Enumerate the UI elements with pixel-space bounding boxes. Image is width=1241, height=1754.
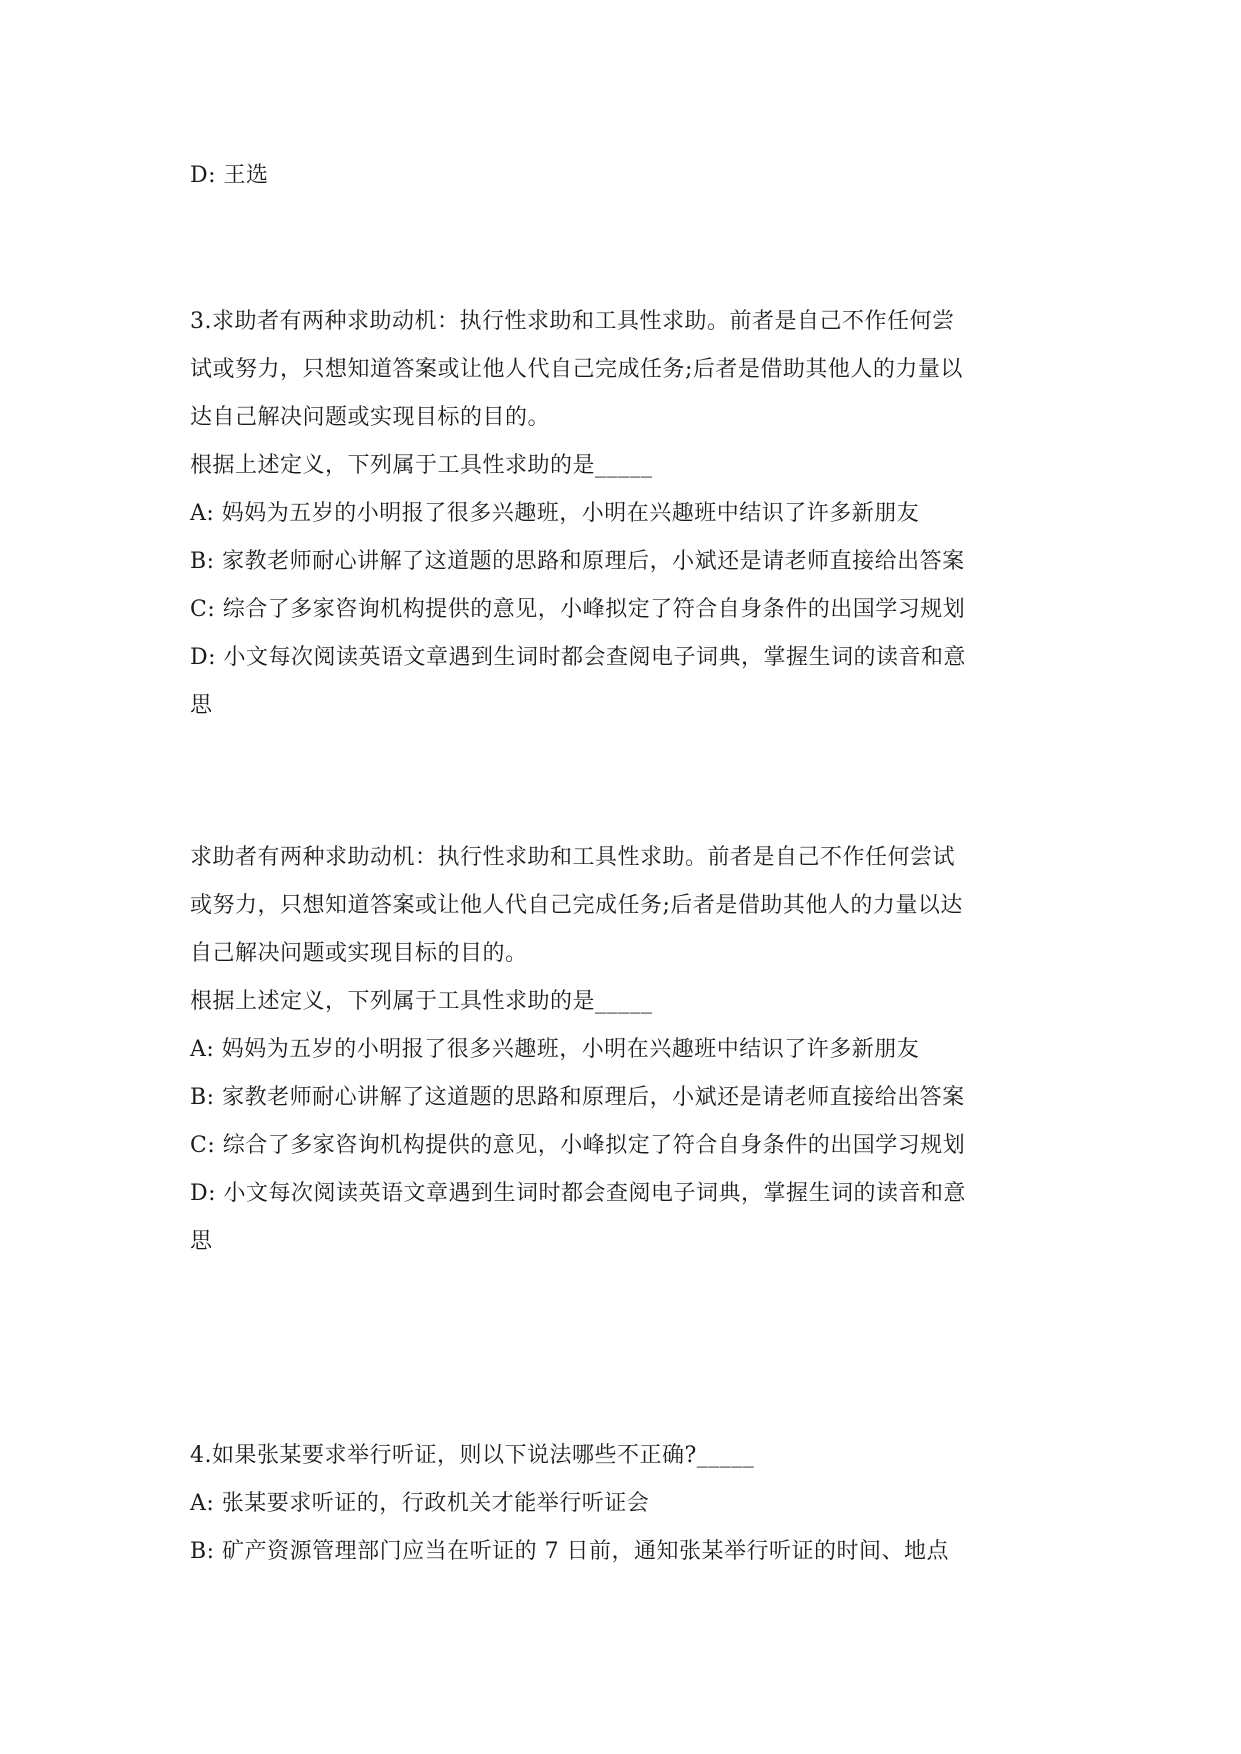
question-stem-line: 求助者有两种求助动机：执行性求助和工具性求助。前者是自己不作任何尝试 bbox=[190, 845, 956, 870]
question-3-repeat bbox=[190, 834, 1060, 1266]
option-a: A: 妈妈为五岁的小明报了很多兴趣班，小明在兴趣班中结识了许多新朋友 bbox=[190, 1037, 920, 1062]
option-d-wrap: 思 bbox=[190, 1229, 213, 1254]
question-prompt: 根据上述定义，下列属于工具性求助的是_____ bbox=[190, 989, 653, 1014]
option-b: B: 家教老师耐心讲解了这道题的思路和原理后，小斌还是请老师直接给出答案 bbox=[190, 549, 965, 574]
option-a: A: 妈妈为五岁的小明报了很多兴趣班，小明在兴趣班中结识了许多新朋友 bbox=[190, 501, 920, 526]
option-b: B: 家教老师耐心讲解了这道题的思路和原理后，小斌还是请老师直接给出答案 bbox=[190, 1085, 965, 1110]
option-c: C: 综合了多家咨询机构提供的意见，小峰拟定了符合自身条件的出国学习规划 bbox=[190, 1133, 966, 1158]
question-stem-line: 达自己解决问题或实现目标的目的。 bbox=[190, 405, 551, 430]
option-d: D: 小文每次阅读英语文章遇到生词时都会查阅电子词典，掌握生词的读音和意 bbox=[190, 1181, 967, 1206]
question-stem-line: 自己解决问题或实现目标的目的。 bbox=[190, 941, 528, 966]
question-stem-line: 试或努力，只想知道答案或让他人代自己完成任务;后者是借助其他人的力量以 bbox=[190, 357, 963, 382]
option-d: D: 小文每次阅读英语文章遇到生词时都会查阅电子词典，掌握生词的读音和意 bbox=[190, 645, 967, 670]
option-d: D: 王选 bbox=[190, 163, 269, 188]
previous-question-tail bbox=[190, 152, 1060, 200]
question-prompt: 根据上述定义，下列属于工具性求助的是_____ bbox=[190, 453, 653, 478]
question-3 bbox=[190, 298, 1060, 730]
question-stem: 4.如果张某要求举行听证，则以下说法哪些不正确?_____ bbox=[190, 1443, 755, 1468]
option-c: C: 综合了多家咨询机构提供的意见，小峰拟定了符合自身条件的出国学习规划 bbox=[190, 597, 966, 622]
question-stem-line: 或努力，只想知道答案或让他人代自己完成任务;后者是借助其他人的力量以达 bbox=[190, 893, 963, 918]
option-d-wrap: 思 bbox=[190, 693, 213, 718]
option-b: B: 矿产资源管理部门应当在听证的 7 日前，通知张某举行听证的时间、地点 bbox=[190, 1539, 950, 1564]
option-a: A: 张某要求听证的，行政机关才能举行听证会 bbox=[190, 1491, 650, 1516]
question-stem-line: 3.求助者有两种求助动机：执行性求助和工具性求助。前者是自己不作任何尝 bbox=[190, 309, 955, 334]
question-4 bbox=[190, 1432, 1060, 1576]
